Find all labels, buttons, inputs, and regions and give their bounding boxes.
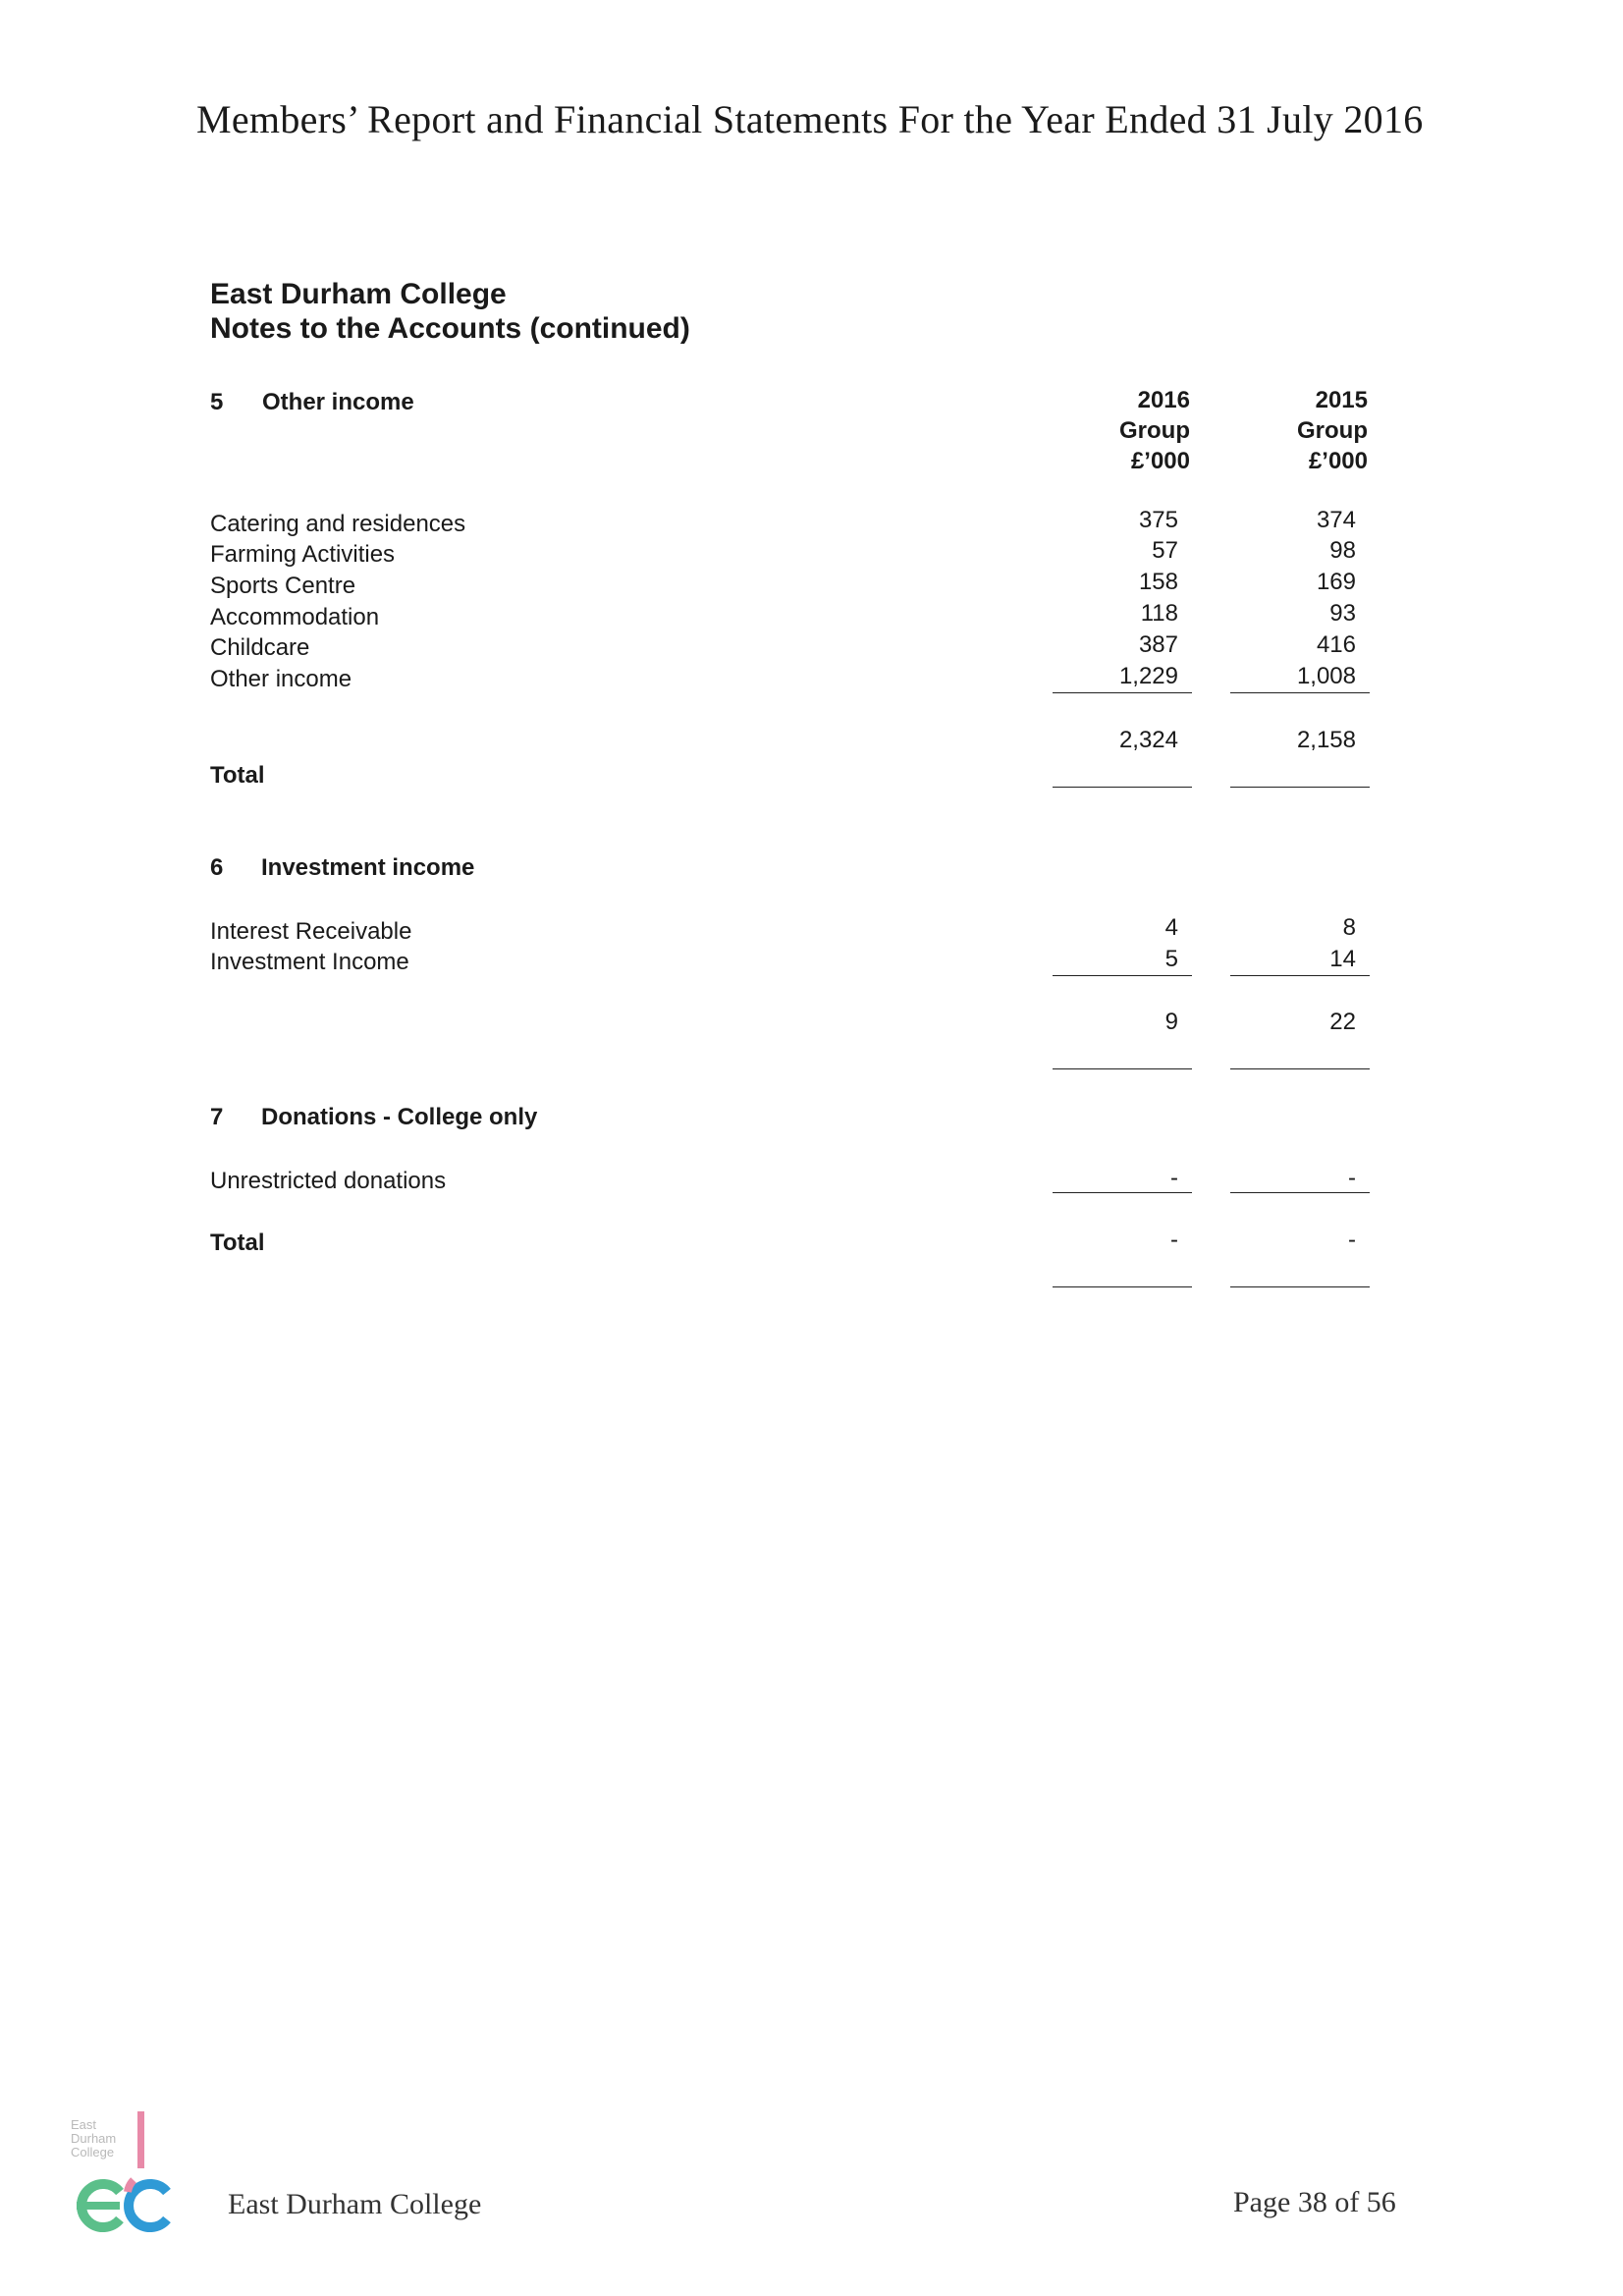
total-rule [1230, 1286, 1370, 1287]
row-label: Childcare [210, 634, 310, 661]
section-title: Other income [262, 389, 414, 415]
value-2015: 169 [1316, 569, 1356, 595]
logo-text-line: College [71, 2145, 115, 2159]
document-header: Members’ Report and Financial Statements For the Year Ended 31 July 2016 [196, 97, 1424, 141]
row-label: Investment Income [210, 949, 409, 975]
value-2016: 57 [1152, 537, 1178, 564]
value-2015: 14 [1329, 946, 1356, 972]
total-2015: 2,158 [1296, 727, 1356, 753]
value-2016: - [1170, 1165, 1178, 1191]
value-2016: 4 [1164, 914, 1178, 941]
column-header-2015 [1230, 385, 1368, 476]
column-year: 2016 [1137, 387, 1190, 413]
college-logo [69, 2111, 187, 2249]
column-unit: £’000 [1308, 448, 1368, 474]
section-title: Donations - College only [261, 1104, 538, 1130]
total-rule [1230, 787, 1370, 788]
subtotal-rule [1230, 692, 1370, 693]
footer-org-name: East Durham College [228, 2188, 482, 2220]
value-2015: 93 [1329, 600, 1356, 627]
value-2015: 416 [1316, 631, 1356, 658]
section-number: 5 [210, 389, 224, 415]
total-label: Total [210, 1230, 265, 1256]
row-label: Interest Receivable [210, 918, 412, 945]
row-label: Other income [210, 666, 352, 692]
row-label: Accommodation [210, 604, 380, 630]
total-rule [1053, 787, 1192, 788]
total-label: Total [210, 762, 265, 789]
total-2016: 2,324 [1118, 727, 1178, 753]
org-heading: East Durham College [210, 278, 507, 310]
value-2015: 1,008 [1296, 663, 1356, 689]
logo-mark-icon [69, 2111, 187, 2249]
column-scope: Group [1119, 417, 1190, 444]
value-2016: 158 [1138, 569, 1178, 595]
value-2015: 8 [1342, 914, 1356, 941]
total-rule [1053, 1068, 1192, 1069]
value-2016: 387 [1138, 631, 1178, 658]
subtotal-rule [1053, 975, 1192, 976]
total-2016: 9 [1164, 1009, 1178, 1035]
column-scope: Group [1297, 417, 1368, 444]
section-number: 7 [210, 1104, 224, 1130]
row-label: Catering and residences [210, 511, 466, 537]
row-label: Sports Centre [210, 573, 356, 599]
section-number: 6 [210, 854, 224, 881]
total-2015: 22 [1329, 1009, 1356, 1035]
section-title: Investment income [261, 854, 475, 881]
subtotal-rule [1053, 692, 1192, 693]
total-2015: - [1348, 1227, 1356, 1253]
row-label: Unrestricted donations [210, 1168, 447, 1194]
column-unit: £’000 [1130, 448, 1190, 474]
value-2016: 118 [1140, 600, 1178, 627]
value-2015: - [1348, 1165, 1356, 1191]
row-label: Farming Activities [210, 541, 396, 568]
subtotal-rule [1230, 1192, 1370, 1193]
value-2016: 1,229 [1118, 663, 1178, 689]
value-2016: 5 [1164, 946, 1178, 972]
subtotal-rule [1053, 1192, 1192, 1193]
logo-text-line: East [71, 2117, 97, 2132]
value-2015: 374 [1316, 507, 1356, 533]
page-number: Page 38 of 56 [1233, 2186, 1396, 2218]
total-2016: - [1170, 1227, 1178, 1253]
value-2015: 98 [1329, 537, 1356, 564]
logo-text-line: Durham [71, 2131, 117, 2146]
total-rule [1053, 1286, 1192, 1287]
value-2016: 375 [1138, 507, 1178, 533]
column-header-2016 [1053, 385, 1190, 476]
total-rule [1230, 1068, 1370, 1069]
column-year: 2015 [1315, 387, 1368, 413]
notes-heading: Notes to the Accounts (continued) [210, 312, 690, 345]
subtotal-rule [1230, 975, 1370, 976]
